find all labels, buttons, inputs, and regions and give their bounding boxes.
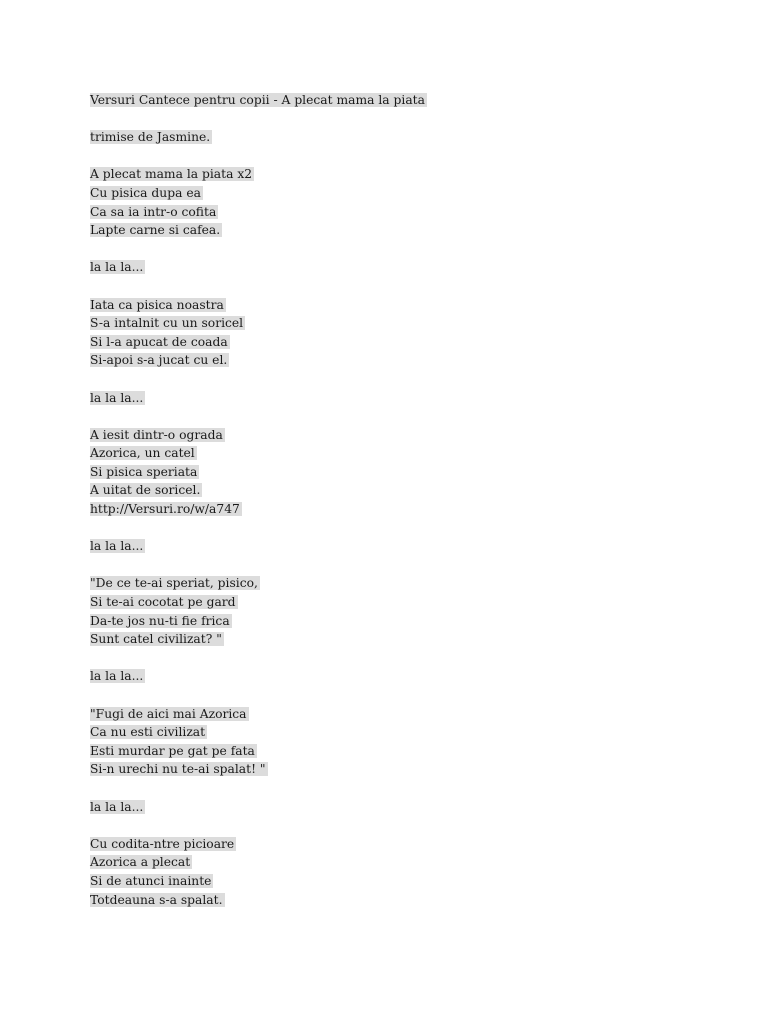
lyric-line: Azorica a plecat xyxy=(90,855,191,870)
lyric-line: la la la... xyxy=(90,260,144,275)
stanza xyxy=(90,798,730,817)
blank-line xyxy=(90,407,730,426)
document-title: Versuri Cantece pentru copii - A plecat mama la piata xyxy=(90,93,425,107)
lyric-line: Si de atunci inainte xyxy=(90,873,212,888)
lyric-line: Iata ca pisica noastra xyxy=(90,297,224,312)
blank-line xyxy=(90,649,730,668)
lyric-line: Lapte carne si cafea. xyxy=(90,223,221,238)
stanza xyxy=(90,835,730,909)
stanza xyxy=(90,537,730,556)
stanza xyxy=(90,389,730,408)
stanza xyxy=(90,574,730,648)
lyric-line: Si-n urechi nu te-ai spalat! " xyxy=(90,762,266,777)
lyric-line: Si-apoi s-a jucat cu el. xyxy=(90,353,228,368)
blank-line xyxy=(90,816,730,835)
lyric-line: la la la... xyxy=(90,390,144,405)
lyrics xyxy=(90,165,730,909)
lyric-line: Si te-ai cocotat pe gard xyxy=(90,595,236,610)
lyric-line: A iesit dintr-o ograda xyxy=(90,427,223,442)
lyric-line: S-a intalnit cu un soricel xyxy=(90,316,244,331)
lyric-line: A uitat de soricel. xyxy=(90,483,201,498)
blank-line xyxy=(90,519,730,538)
document-page xyxy=(90,91,730,909)
blank-line xyxy=(90,277,730,296)
stanza xyxy=(90,667,730,686)
lyric-line: Da-te jos nu-ti fie frica xyxy=(90,613,230,628)
lyric-line: Ca nu esti civilizat xyxy=(90,725,206,740)
lyric-line: Azorica, un catel xyxy=(90,446,195,461)
lyric-line: la la la... xyxy=(90,539,144,554)
stanza xyxy=(90,426,730,519)
lyric-line: A plecat mama la piata x2 xyxy=(90,167,253,182)
lyric-line: Si pisica speriata xyxy=(90,464,198,479)
lyric-line: Si l-a apucat de coada xyxy=(90,334,228,349)
lyric-line: la la la... xyxy=(90,799,144,814)
lyric-line: Sunt catel civilizat? " xyxy=(90,632,222,647)
blank-line xyxy=(90,240,730,259)
blank-line xyxy=(90,686,730,705)
blank-line xyxy=(90,556,730,575)
blank-line xyxy=(90,147,730,166)
blank-line xyxy=(90,779,730,798)
lyric-line: Esti murdar pe gat pe fata xyxy=(90,743,255,758)
stanza xyxy=(90,165,730,239)
lyric-line: Totdeauna s-a spalat. xyxy=(90,892,223,907)
stanza xyxy=(90,258,730,277)
source-link: http://Versuri.ro/w/a747 xyxy=(90,502,240,517)
submitted-by: trimise de Jasmine. xyxy=(90,130,211,145)
blank-line xyxy=(90,110,730,129)
stanza xyxy=(90,296,730,370)
stanza xyxy=(90,705,730,779)
lyric-line: Cu pisica dupa ea xyxy=(90,185,201,200)
lyric-line: Ca sa ia intr-o cofita xyxy=(90,204,217,219)
lyric-line: Cu codita-ntre picioare xyxy=(90,836,235,851)
lyric-line: "Fugi de aici mai Azorica xyxy=(90,706,247,721)
lyric-line: "De ce te-ai speriat, pisico, xyxy=(90,576,258,591)
lyric-line: la la la... xyxy=(90,669,144,684)
blank-line xyxy=(90,370,730,389)
